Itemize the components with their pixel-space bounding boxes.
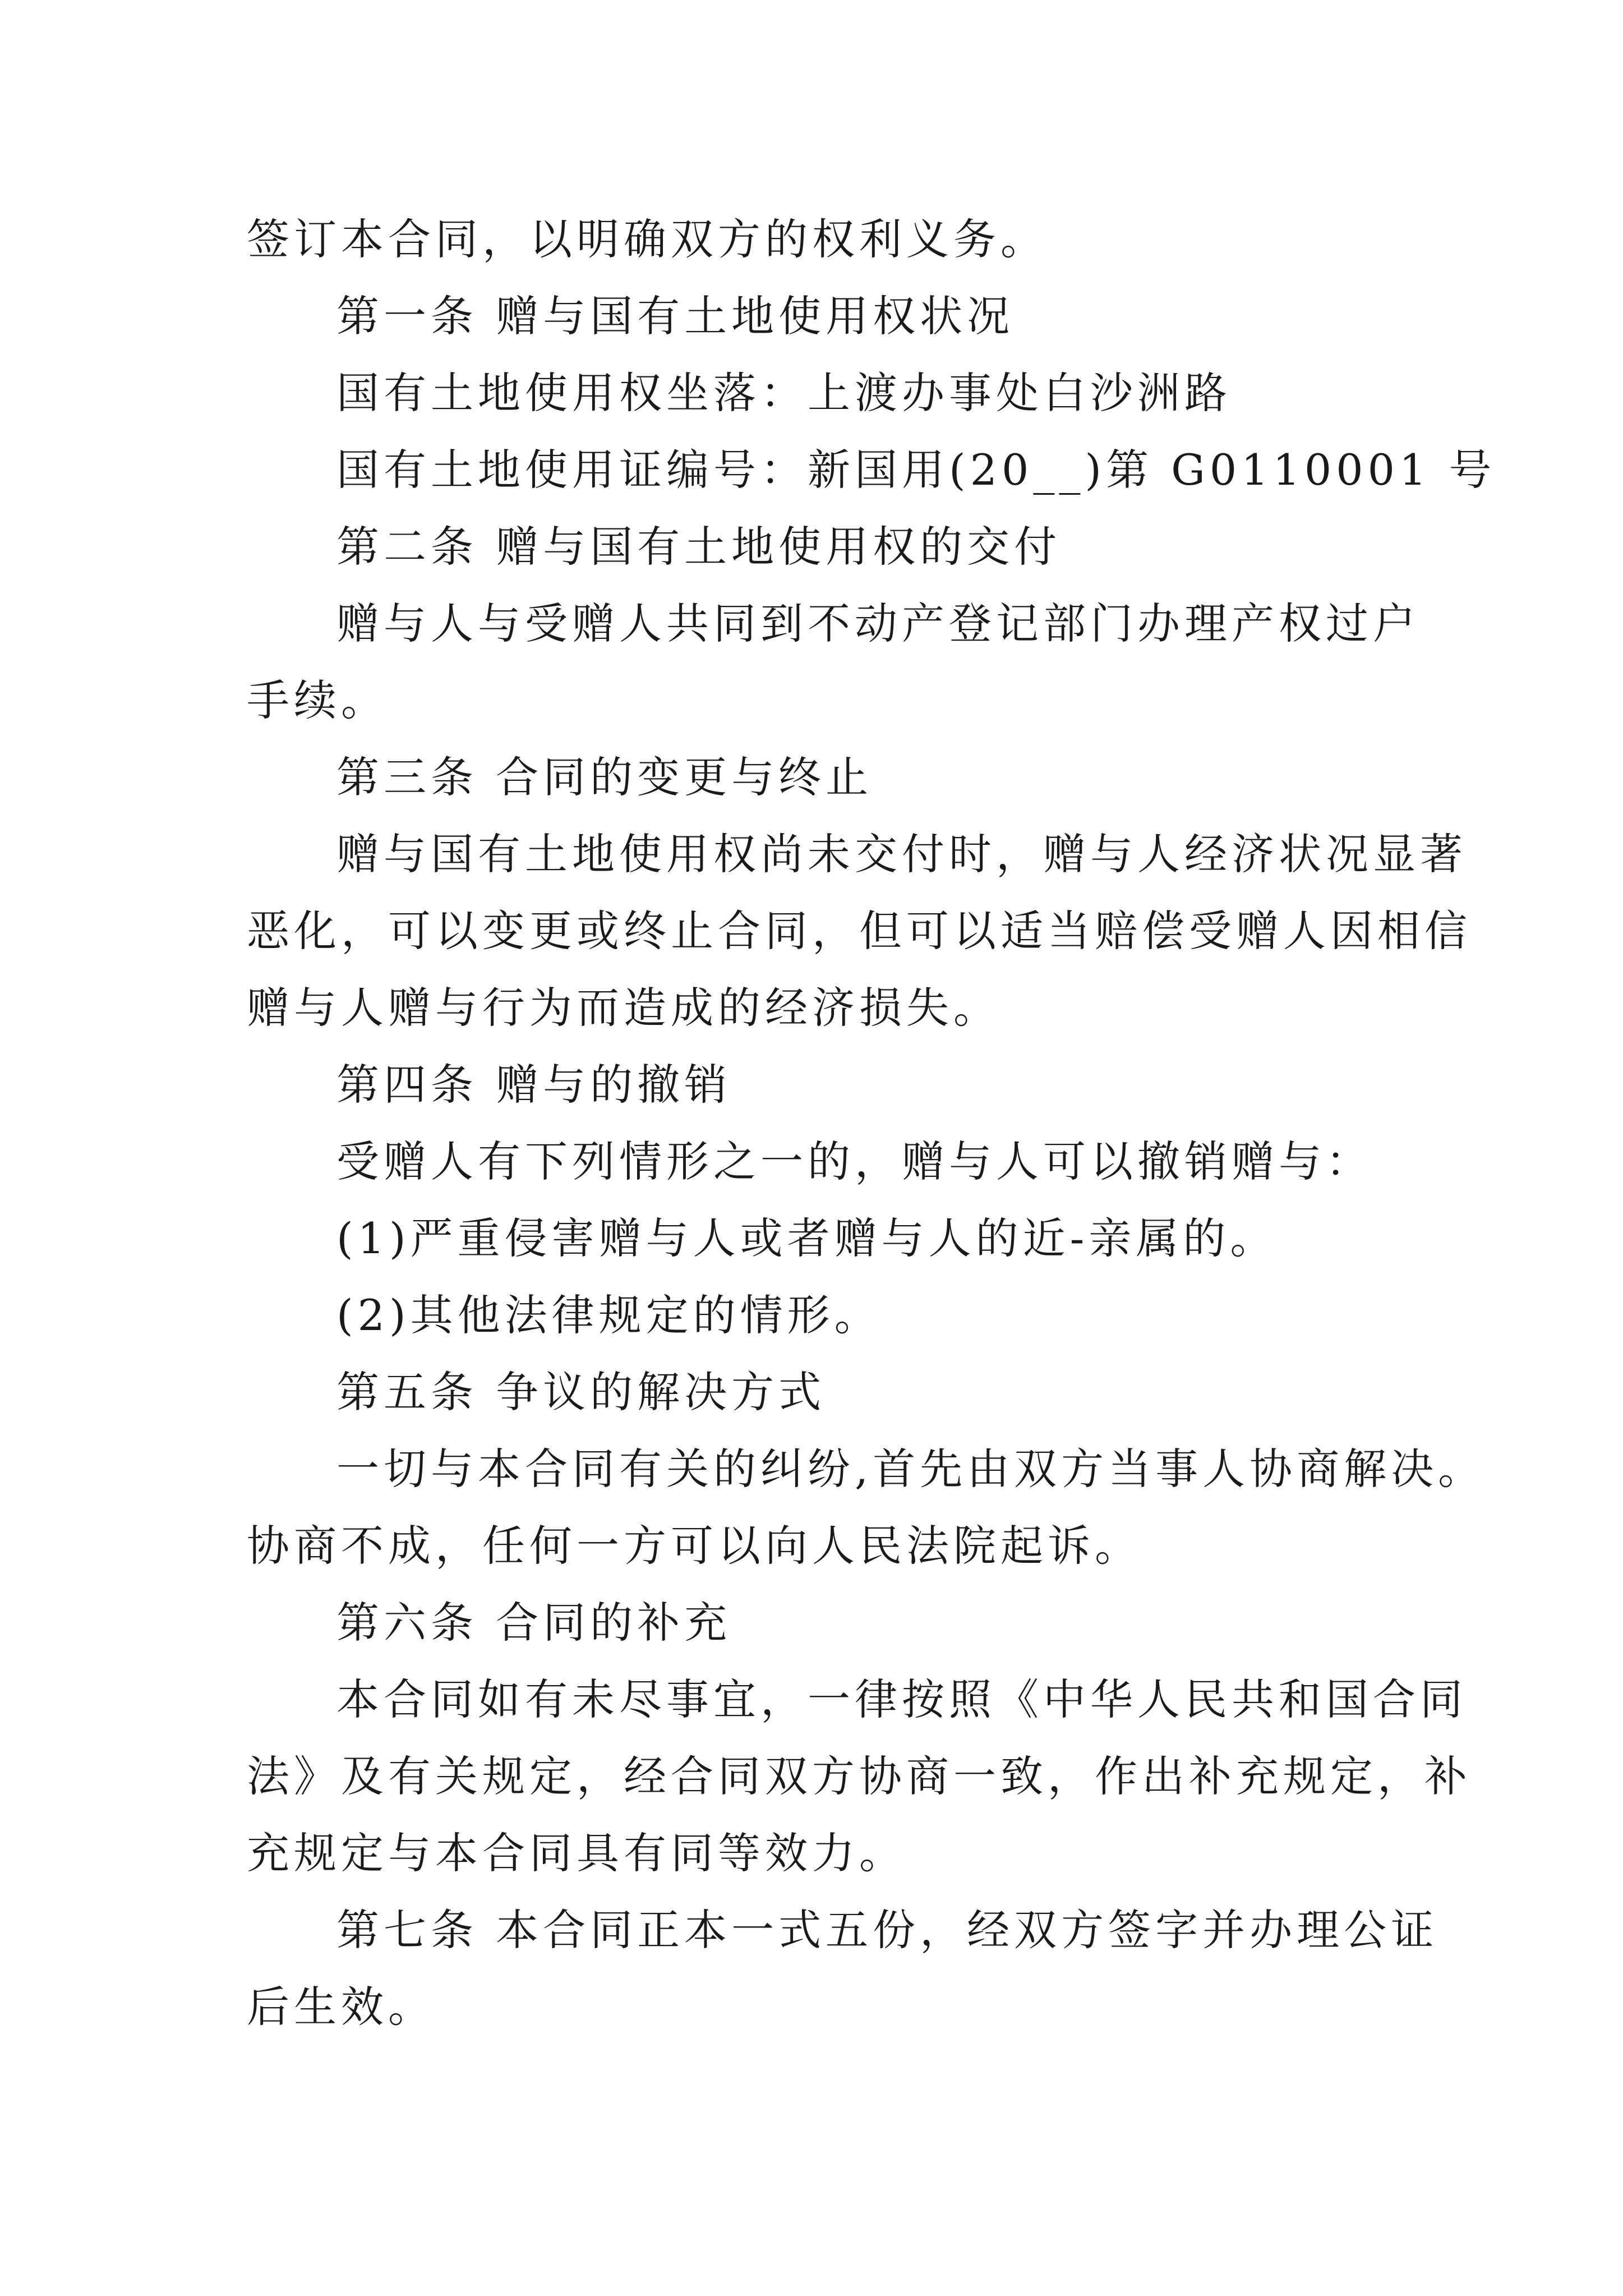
line-2-article-1-heading: 第一条 赠与国有土地使用权状况 [336,291,1015,341]
line-19-article-6-heading: 第六条 合同的补充 [336,1598,732,1648]
line-9: 赠与国有土地使用权尚未交付时，赠与人经济状况显著 [336,829,1467,879]
line-11: 赠与人赠与行为而造成的经济损失。 [247,983,1000,1033]
line-3: 国有土地使用权坐落：上渡办事处白沙洲路 [336,368,1232,418]
line-5-article-2-heading: 第二条 赠与国有土地使用权的交付 [336,522,1062,572]
line-7: 手续。 [247,675,388,725]
line-1: 签订本合同，以明确双方的权利义务。 [247,214,1048,264]
line-22: 充规定与本合同具有同等效力。 [247,1828,906,1878]
line-12-article-4-heading: 第四条 赠与的撤销 [336,1060,732,1110]
line-8-article-3-heading: 第三条 合同的变更与终止 [336,752,873,802]
line-16-article-5-heading: 第五条 争议的解决方式 [336,1367,826,1417]
line-4: 国有土地使用证编号：新国用(20__)第 G0110001 号 [336,445,1496,495]
line-23-article-7: 第七条 本合同正本一式五份，经双方签字并办理公证 [336,1905,1438,1955]
line-17: 一切与本合同有关的纠纷,首先由双方当事人协商解决。 [336,1444,1486,1494]
line-14: (1)严重侵害赠与人或者赠与人的近-亲属的。 [336,1213,1278,1263]
line-15: (2)其他法律规定的情形。 [336,1290,882,1340]
line-10: 恶化，可以变更或终止合同，但可以适当赔偿受赠人因相信 [247,906,1472,956]
line-18: 协商不成，任何一方可以向人民法院起诉。 [247,1521,1142,1571]
line-20: 本合同如有未尽事宜，一律按照《中华人民共和国合同 [336,1674,1467,1724]
line-21: 法》及有关规定，经合同双方协商一致，作出补充规定，补 [247,1751,1472,1801]
line-13: 受赠人有下列情形之一的，赠与人可以撤销赠与： [336,1137,1373,1186]
document-body [247,201,1496,2045]
line-6: 赠与人与受赠人共同到不动产登记部门办理产权过户 [336,599,1420,648]
line-24: 后生效。 [247,1982,435,2032]
